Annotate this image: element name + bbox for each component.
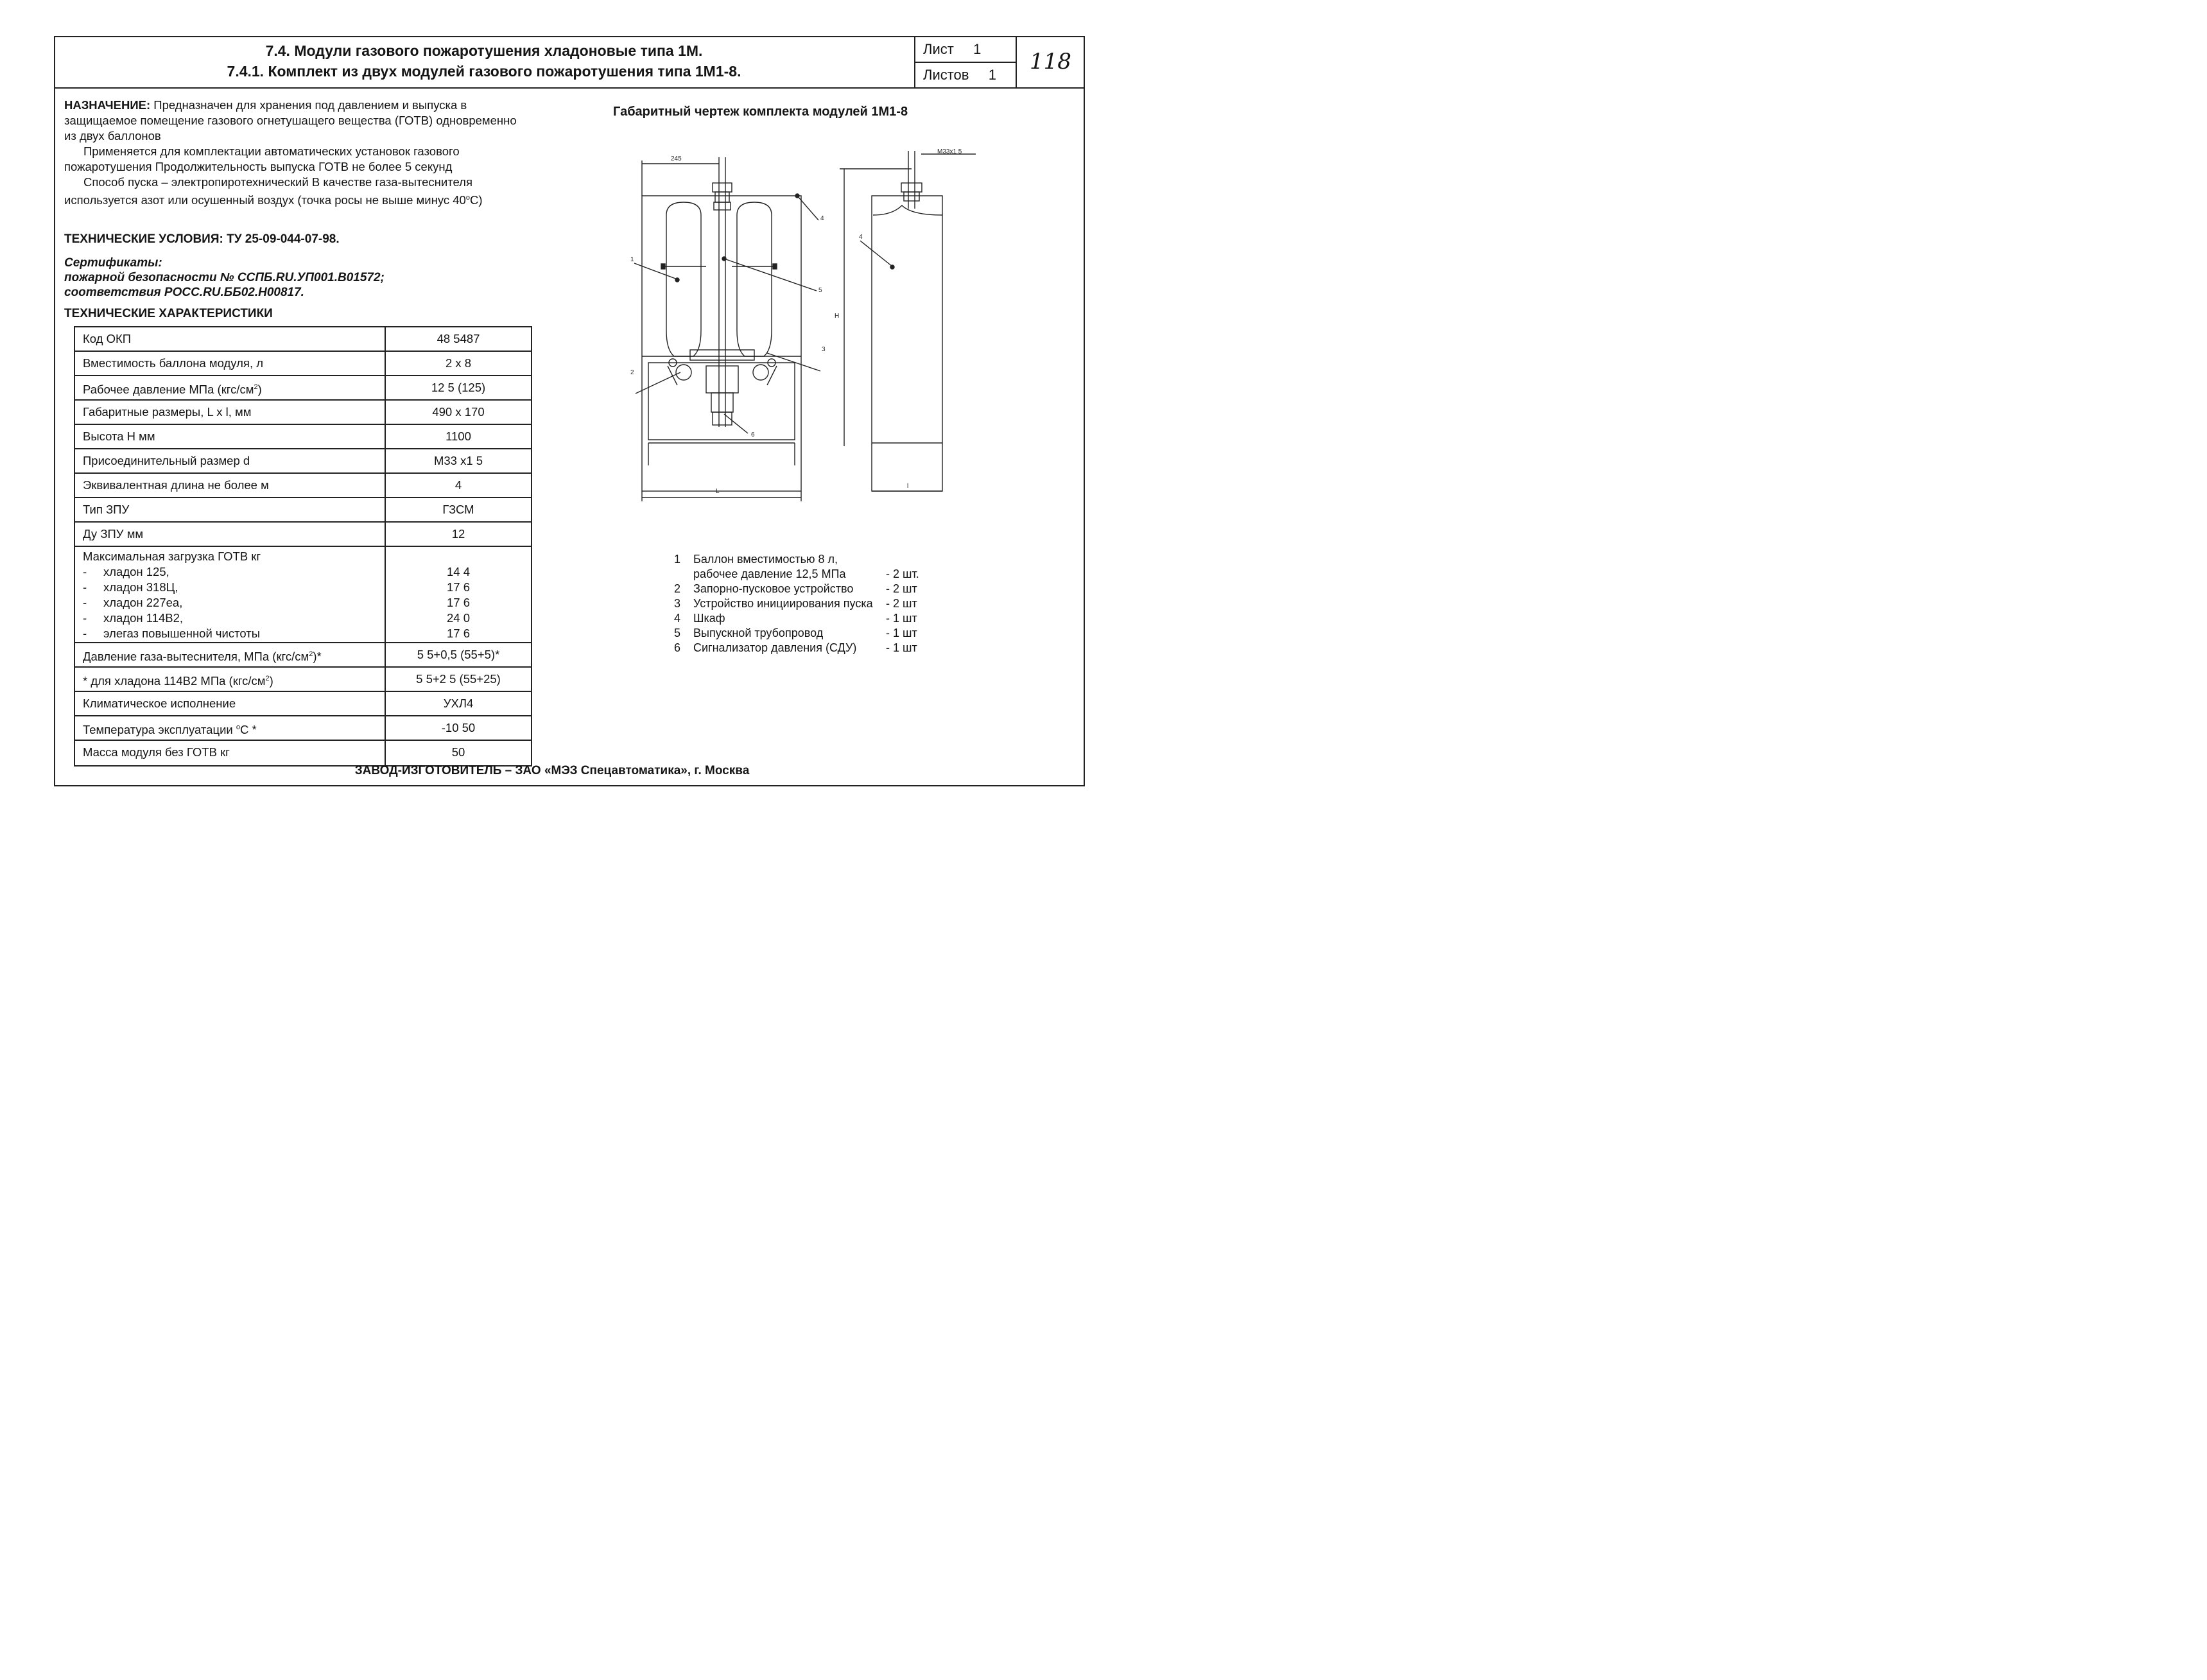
callout-1: 1 bbox=[630, 256, 634, 263]
legend-item: 4 Шкаф - 1 шт bbox=[674, 612, 917, 625]
drawing-legend bbox=[674, 552, 937, 655]
conformity-certificate: соответствия РОСС.RU.ББ02.Н00817. bbox=[64, 286, 304, 299]
dim-thread: М33х1 5 bbox=[937, 148, 962, 155]
dim-H: Н bbox=[835, 313, 840, 320]
drawing-title: Габаритный чертеж комплекта модулей 1М1-8 bbox=[613, 105, 908, 119]
table-row: Рабочее давление МПа $(кгс/см^2)$ 12 5 (125) bbox=[75, 376, 531, 401]
table-row: Давление газа-вытеснителя, МПа $(кгс/см^2)*$ 5 5+0,5 (55+5)* bbox=[75, 643, 531, 668]
sheet-value: 1 bbox=[973, 41, 982, 57]
table-row: Габаритные размеры, L х l, мм 490 х 170 bbox=[75, 401, 531, 425]
table-row: Климатическое исполнение УХЛ4 bbox=[75, 692, 531, 716]
sheets-cell bbox=[915, 67, 996, 83]
callout-3: 3 bbox=[822, 346, 826, 353]
certificates bbox=[64, 255, 385, 300]
table-row: Тип ЗПУ ГЗСМ bbox=[75, 498, 531, 523]
callout-2: 2 bbox=[630, 369, 634, 376]
characteristics-table bbox=[74, 326, 532, 766]
sheet-cell bbox=[915, 41, 981, 58]
sheets-value: 1 bbox=[988, 67, 996, 83]
dim-245: 245 bbox=[671, 155, 682, 162]
callout-4-side: 4 bbox=[859, 234, 863, 241]
sheets-label: Листов bbox=[923, 67, 969, 83]
legend-item: рабочее давление 12,5 МПа - 2 шт. bbox=[693, 567, 919, 580]
table-row: Масса модуля без ГОТВ кг 50 bbox=[75, 741, 531, 765]
cylinder-right bbox=[737, 202, 772, 356]
fire-certificate: пожарной безопасности № ССПБ.RU.УП001.В01572; bbox=[64, 271, 385, 284]
callout-5: 5 bbox=[818, 287, 822, 294]
table-row: Вместимость баллона модуля, л 2 х 8 bbox=[75, 352, 531, 376]
title-block bbox=[54, 36, 915, 89]
characteristics-title: ТЕХНИЧЕСКИЕ ХАРАКТЕРИСТИКИ bbox=[64, 307, 273, 320]
table-row: Эквивалентная длина не более м 4 bbox=[75, 474, 531, 498]
table-row: Температура эксплуатации $^о$С * -10 50 bbox=[75, 716, 531, 741]
cabinet-side bbox=[872, 196, 942, 491]
sheet-label: Лист bbox=[923, 41, 954, 57]
callout-4: 4 bbox=[820, 215, 824, 222]
page-title: 7.4. Модули газового пожаротушения хладоновые типа 1М. bbox=[265, 42, 703, 59]
callout-6: 6 bbox=[751, 431, 755, 438]
page-number: 118 bbox=[1030, 49, 1071, 74]
dim-l: l bbox=[907, 483, 909, 490]
purpose-section bbox=[64, 98, 526, 208]
table-row: Ду ЗПУ мм 12 bbox=[75, 523, 531, 547]
dimension-drawing bbox=[616, 144, 976, 504]
table-row: * для хладона 114В2 МПа $(кгс/см^2)$ 5 5+2 5 (55+25) bbox=[75, 668, 531, 692]
launch-text: Способ пуска – электропиротехнический В качестве газа-вытеснителя используется азот или осушенный воздух (точка росы не выше минус $40^оС$) bbox=[64, 175, 483, 207]
cylinder-left bbox=[666, 202, 701, 356]
dim-L: L bbox=[716, 488, 720, 495]
table-row: Присоединительный размер d М33 х1 5 bbox=[75, 449, 531, 474]
table-row: Высота Н мм 1100 bbox=[75, 425, 531, 449]
legend-item: 5 Выпускной трубопровод - 1 шт bbox=[674, 627, 917, 639]
legend-item: 3 Устройство инициирования пуска - 2 шт bbox=[674, 597, 917, 610]
certificates-title: Сертификаты: bbox=[64, 256, 162, 270]
cabinet-front bbox=[642, 196, 801, 491]
table-row-load: Максимальная загрузка ГОТВ кг - хладон 125, - хладон 318Ц, - хладон 227еа, - хладон 114В2, - элегаз повышенной чистоты 14 4 17 6 17 6 24 0 17 6 bbox=[75, 547, 531, 643]
legend-item: 2 Запорно-пусковое устройство - 2 шт bbox=[674, 582, 917, 595]
purpose-label: НАЗНАЧЕНИЕ: bbox=[64, 98, 151, 112]
manufacturer-footer: ЗАВОД-ИЗГОТОВИТЕЛЬ – ЗАО «МЭЗ Спецавтоматика», г. Москва bbox=[354, 764, 750, 777]
page-subtitle: 7.4.1. Комплект из двух модулей газового пожаротушения типа 1М1-8. bbox=[227, 63, 741, 80]
legend-item: 6 Сигнализатор давления (СДУ) - 1 шт bbox=[674, 641, 917, 654]
purpose-text: Предназначен для хранения под давлением и выпуска в защищаемое помещение газового огнетушащего вещества (ГОТВ) одновременно из двух баллонов bbox=[64, 98, 517, 143]
legend-item: 1 Баллон вместимостью 8 л, bbox=[674, 553, 838, 566]
table-row: Код ОКП 48 5487 bbox=[75, 327, 531, 352]
technical-conditions: ТЕХНИЧЕСКИЕ УСЛОВИЯ: ТУ 25-09-044-07-98. bbox=[64, 232, 340, 246]
usage-text: Применяется для комплектации автоматических установок газового пожаротушения Продолжительность выпуска ГОТВ не более 5 секунд bbox=[64, 144, 460, 173]
